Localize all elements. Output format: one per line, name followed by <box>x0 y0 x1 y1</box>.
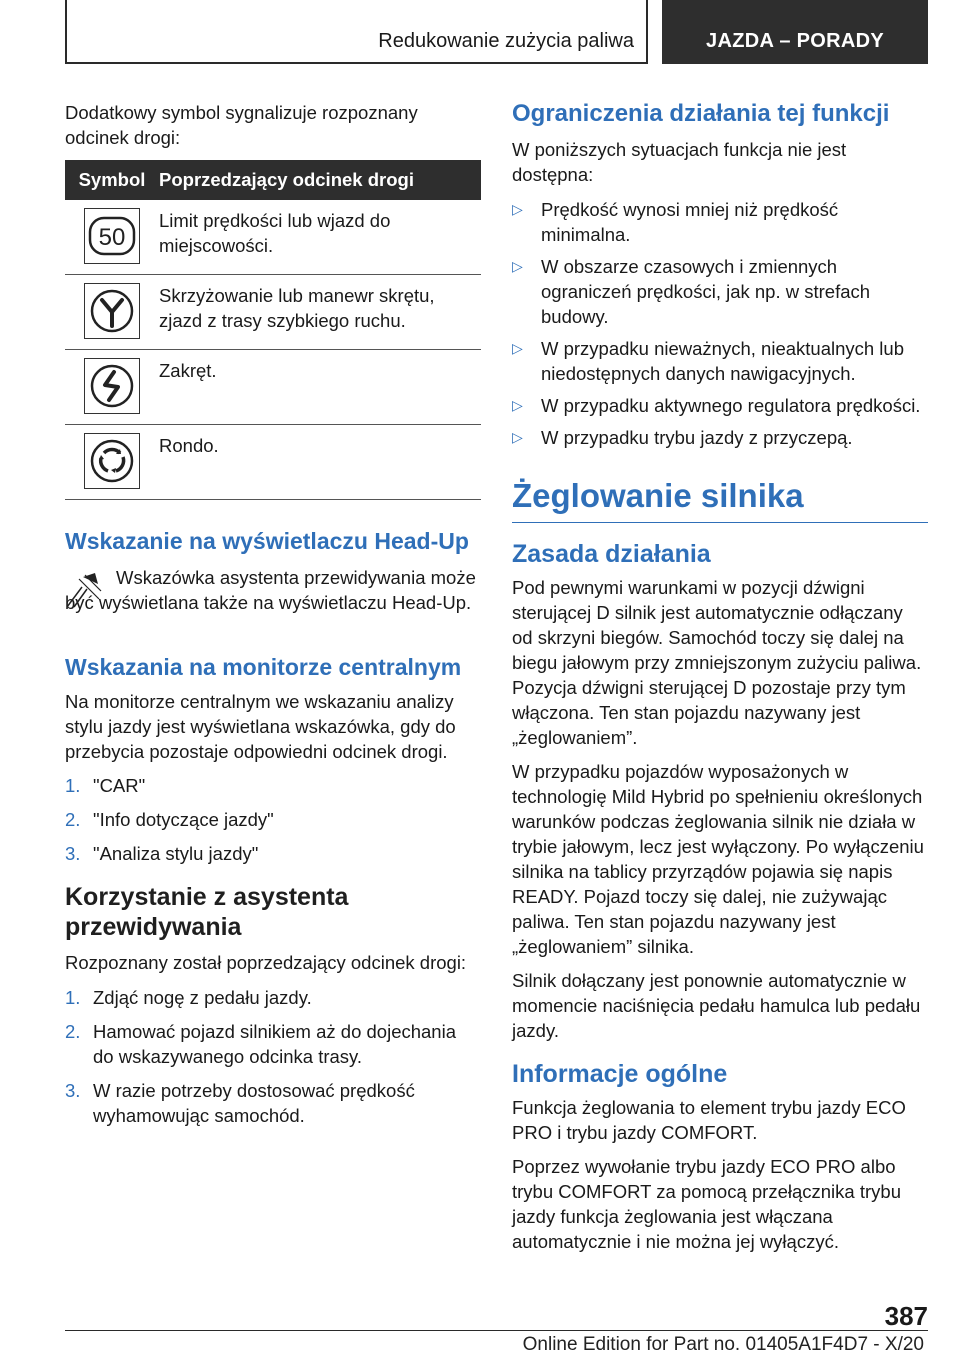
list-item: 3. "Analiza stylu jazdy" <box>65 843 259 864</box>
limits-text: W poniższych sytuacjach funkcja nie jest dostępna: <box>512 139 847 185</box>
table-row <box>65 425 481 500</box>
curve-icon <box>84 358 140 414</box>
table-cell-text: Zakręt. <box>159 360 217 381</box>
general-paragraph: Funkcja żeglowania to element trybu jazdy ECO PRO i trybu jazdy COMFORT. <box>512 1097 906 1143</box>
list-item: 1. "CAR" <box>65 775 146 796</box>
header-chapter-title: JAZDA – PORADY <box>706 30 884 52</box>
central-display-heading: Wskazania na monitorze centralnym <box>65 654 462 680</box>
page-header <box>65 0 928 64</box>
header-section-title: Redukowanie zużycia paliwa <box>378 30 634 52</box>
triangle-bullet-icon: ▷ <box>512 258 523 274</box>
hud-heading: Wskazanie na wyświetlaczu Head-Up <box>65 528 469 554</box>
triangle-bullet-icon: ▷ <box>512 201 523 217</box>
symbol-table <box>65 160 481 500</box>
table-cell-text: Skrzyżowanie lub manewr skrętu, zjazd z trasy szybkiego ruchu. <box>159 285 435 331</box>
header-section-box <box>65 0 648 64</box>
list-item: ▷ W przypadku trybu jazdy z przyczepą. <box>512 427 853 448</box>
triangle-bullet-icon: ▷ <box>512 340 523 356</box>
hud-note-icon <box>65 569 103 609</box>
table-intro: Dodatkowy symbol sygnalizuje rozpoznany odcinek drogi: <box>65 102 418 148</box>
left-column <box>65 100 481 1137</box>
list-item: 1. Zdjąć nogę z pedału jazdy. <box>65 987 312 1008</box>
table-row <box>65 200 481 275</box>
list-item: ▷ W obszarze czasowych i zmiennych ograniczeń prędkości, jak np. w strefach budowy. <box>512 256 871 327</box>
intersection-icon <box>84 283 140 339</box>
principle-paragraph: Silnik dołączany jest ponownie automatycznie w momencie naciśnięcia pedału hamulca lub pedału jazdy. <box>512 970 921 1041</box>
list-item: 2. Hamować pojazd silnikiem aż do dojechania do wskazywanego odcinka trasy. <box>65 1021 456 1067</box>
page-number: 387 <box>884 1301 928 1331</box>
triangle-bullet-icon: ▷ <box>512 429 523 445</box>
use-heading: Korzystanie z asystenta przewidywania <box>65 883 349 941</box>
table-header-symbol: Symbol <box>78 169 146 190</box>
main-heading: Żeglowanie silnika <box>512 477 804 514</box>
roundabout-icon <box>84 433 140 489</box>
triangle-bullet-icon: ▷ <box>512 397 523 413</box>
limits-heading: Ograniczenia działania tej funkcji <box>512 100 890 127</box>
general-paragraph: Poprzez wywołanie trybu jazdy ECO PRO albo trybu COMFORT za pomocą przełącznika trybu jazdy funkcja żeglowania jest włączana automatycznie i nie można jej wyłączyć. <box>512 1156 901 1252</box>
limits-list <box>512 197 928 450</box>
table-cell-text: Rondo. <box>159 435 219 456</box>
principle-paragraph: Pod pewnymi warunkami w pozycji dźwigni sterującej D silnik jest automatycznie odłączany od skrzyni biegów. Samochód toczy się dalej na biegu jałowym przy zmniejszonym zużyciu paliwa. Pozycja dźwigni sterującej D pozostaje przy tym włączona. Ten stan pojazdu nazywany jest „żeglowaniem”. <box>512 577 922 748</box>
list-item: ▷ W przypadku aktywnego regulatora prędkości. <box>512 395 921 416</box>
general-heading: Informacje ogólne <box>512 1060 728 1088</box>
principle-heading: Zasada działania <box>512 540 711 568</box>
right-column <box>512 100 928 1263</box>
principle-paragraph: W przypadku pojazdów wyposażonych w technologię Mild Hybrid po spełnieniu określonych warunków podczas żeglowania silnik nie działa w trybie jałowym, lecz jest wyłączony. Po wyłączeniu silnika na tablicy przyrządów pojawia się napis READY. Pojazd toczy się dalej, nie zużywając paliwa. Ten stan pojazdu nazywany jest „żeglowaniem” silnika. <box>512 761 924 957</box>
list-item: 3. W razie potrzeby dostosować prędkość wyhamowując samochód. <box>65 1080 415 1126</box>
table-row <box>65 350 481 425</box>
central-display-text: Na monitorze centralnym we wskazaniu analizy stylu jazdy jest wyświetlana wskazówka, gdy do przebycia pozostaje odpowiedni odcinek drogi. <box>65 691 456 762</box>
use-text: Rozpoznany został poprzedzający odcinek drogi: <box>65 952 467 973</box>
hud-text: Wskazówka asystenta przewidywania może być wyświetlana także na wyświetlaczu Head-Up. <box>65 567 476 613</box>
table-header-section: Poprzedzający odcinek drogi <box>159 169 414 190</box>
table-row <box>65 275 481 350</box>
list-item: ▷ W przypadku nieważnych, nieaktualnych lub niedostępnych danych nawigacyjnych. <box>512 338 904 384</box>
use-steps <box>65 985 481 1128</box>
svg-text:50: 50 <box>98 224 126 251</box>
table-header <box>65 160 481 200</box>
footer-edition: Online Edition for Part no. 01405A1F4D7 - X/20 <box>522 1334 924 1355</box>
footer-rule <box>65 1330 928 1331</box>
header-chapter-box <box>662 0 928 64</box>
speed-limit-50-icon <box>84 208 140 264</box>
heading-rule <box>512 522 928 523</box>
table-cell-text: Limit prędkości lub wjazd do miejscowości. <box>159 210 391 256</box>
list-item: ▷ Prędkość wynosi mniej niż prędkość minimalna. <box>512 199 839 245</box>
central-display-steps <box>65 773 481 866</box>
hud-block <box>65 565 481 640</box>
list-item: 2. "Info dotyczące jazdy" <box>65 809 274 830</box>
